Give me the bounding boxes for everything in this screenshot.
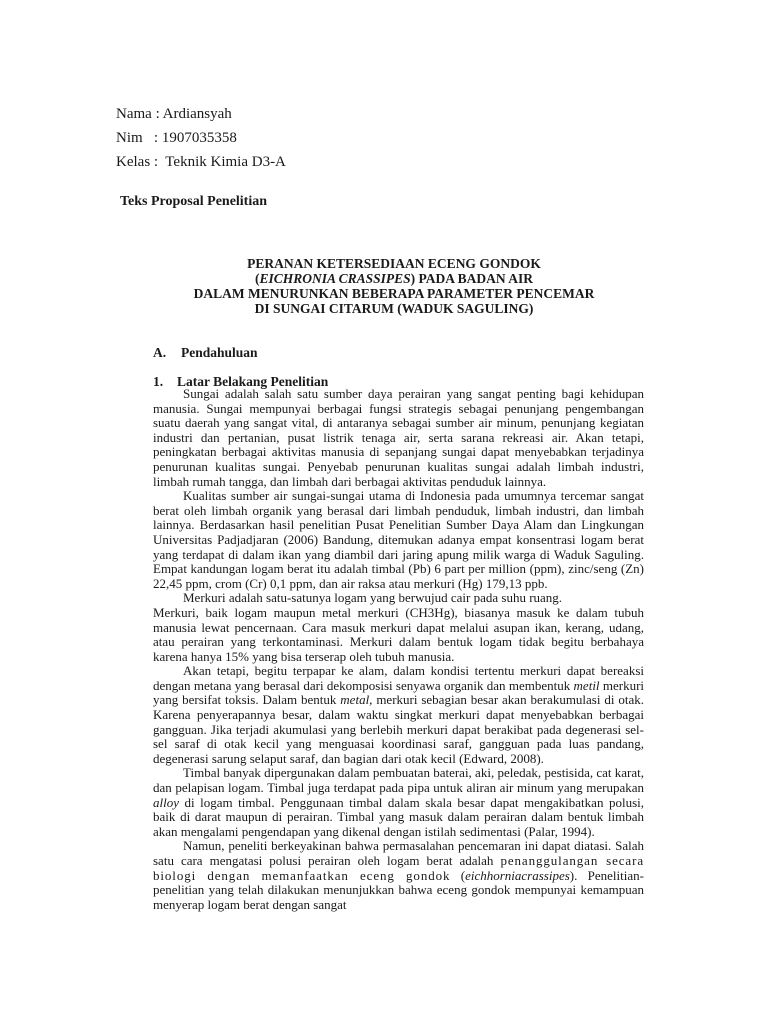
student-class: Kelas : Teknik Kimia D3-A bbox=[116, 154, 286, 170]
title-species: EICHRONIA CRASSIPES bbox=[259, 271, 411, 286]
section-number: A. bbox=[153, 345, 167, 360]
section-heading bbox=[153, 345, 258, 361]
student-nim: Nim : 1907035358 bbox=[116, 130, 237, 146]
document-type-heading: Teks Proposal Penelitian bbox=[120, 194, 268, 209]
paragraph: Timbal banyak dipergunakan dalam pembuatan baterai, aki, peledak, pestisida, cat karat, dan pelapisan logam. Timbal juga terdapat pada pipa untuk aliran air minum yang merupakan alloy di logam timbal. Penggunaan timbal dalam skala besar dapat mengakibatkan polusi, baik di darat maupun di perairan. Timbal yang masuk dalam perairan dalam bentuk limbah akan mengalami pengendapan yang dikenal dengan istilah sedimentasi (Palar, 1994). bbox=[153, 765, 644, 839]
paragraph: Akan tetapi, begitu terpapar ke alam, dalam kondisi tertentu merkuri dapat bereaksi dengan metana yang berasal dari dekomposisi senyawa organik dan membentuk metil merkuri yang bersifat toksis. Dalam bentuk metal, merkuri sebagian besar akan berakumulasi di otak. Karena penyerapannya besar, dalam waktu singkat merkuri dapat menyebabkan berbagai gangguan. Jika terjadi akumulasi yang berlebih merkuri dapat berakibat pada degenerasi sel-sel saraf di otak kecil yang menguasai koordinasi saraf, gangguan pada luas pandang, degenerasi sarung selaput saraf, dan bagian dari otak kecil (Edward, 2008). bbox=[153, 663, 645, 766]
title-line-1: PERANAN KETERSEDIAAN ECENG GONDOK bbox=[247, 256, 541, 271]
paragraph: Namun, peneliti berkeyakinan bahwa permasalahan pencemaran ini dapat diatasi. Salah satu cara mengatasi polusi perairan oleh logam berat adalah penanggulangan secara biologi dengan memanfaatkan eceng gondok (eichhorniacrassipes). Penelitian-penelitian yang telah dilakukan menunjukkan bahwa eceng gondok mempunyai kemampuan menyerap logam berat dengan sangat bbox=[153, 838, 644, 912]
student-info bbox=[116, 102, 286, 174]
paragraph: Merkuri adalah satu-satunya logam yang berwujud cair pada suhu ruang. bbox=[183, 590, 563, 606]
paragraph: Merkuri, baik logam maupun metal merkuri (CH3Hg), biasanya masuk ke dalam tubuh manusia lewat pencernaan. Cara masuk merkuri dapat melalui asupan ikan, kerang, udang, atau perairan yang terkontaminasi. Merkuri dalam bentuk logam tidak begitu berbahaya karena hanya 15% yang bisa terserap oleh tubuh manusia. bbox=[153, 604, 644, 664]
student-name: Nama : Ardiansyah bbox=[116, 106, 232, 122]
title-line-3: DALAM MENURUNKAN BEBERAPA PARAMETER PENCEMAR bbox=[193, 286, 595, 301]
section-title: Pendahuluan bbox=[181, 345, 258, 360]
proposal-title bbox=[144, 256, 644, 316]
subsection-number: 1. bbox=[153, 374, 164, 389]
paragraph: Sungai adalah salah satu sumber daya perairan yang sangat penting bagi kehidupan manusia. Sungai mempunyai berbagai fungsi strategis sebagai penunjang pengembangan suatu daerah yang sangat vital, di antaranya sebagai sumber air minum, penunjang kegiatan industri dan pertanian, pusat listrik tenaga air, serta sarana rekreasi air. Akan tetapi, peningkatan berbagai aktivitas manusia di sepanjang sungai dapat menyebabkan terjadinya penurunan kualitas sungai. Penyebab penurunan kualitas sungai adalah limbah industri, limbah rumah tangga, dan limbah dari berbagai aktivitas penduduk lainnya. bbox=[153, 386, 644, 489]
paragraph: Kualitas sumber air sungai-sungai utama di Indonesia pada umumnya tercemar sangat berat oleh limbah organik yang berasal dari limbah penduduk, limbah industri, dan limbah lainnya. Berdasarkan hasil penelitian Pusat Penelitian Sumber Daya Alam dan Lingkungan Universitas Padjadjaran (2006) Bandung, ditemukan adanya empat konsentrasi logam berat yang terdapat di dalam ikan yang diambil dari jaring apung milik warga di Waduk Saguling. Empat kandungan logam berat itu adalah timbal (Pb) 6 part per million (ppm), zinc/seng (Zn) 22,45 ppm, crom (Cr) 0,1 ppm, dan air raksa atau merkuri (Hg) 179,13 ppb. bbox=[153, 488, 644, 591]
title-line-2: (EICHRONIA CRASSIPES) PADA BADAN AIR bbox=[254, 271, 534, 286]
body-text bbox=[153, 387, 644, 912]
subsection-title: Latar Belakang Penelitian bbox=[177, 374, 329, 389]
title-line-4: DI SUNGAI CITARUM (WADUK SAGULING) bbox=[254, 301, 534, 316]
